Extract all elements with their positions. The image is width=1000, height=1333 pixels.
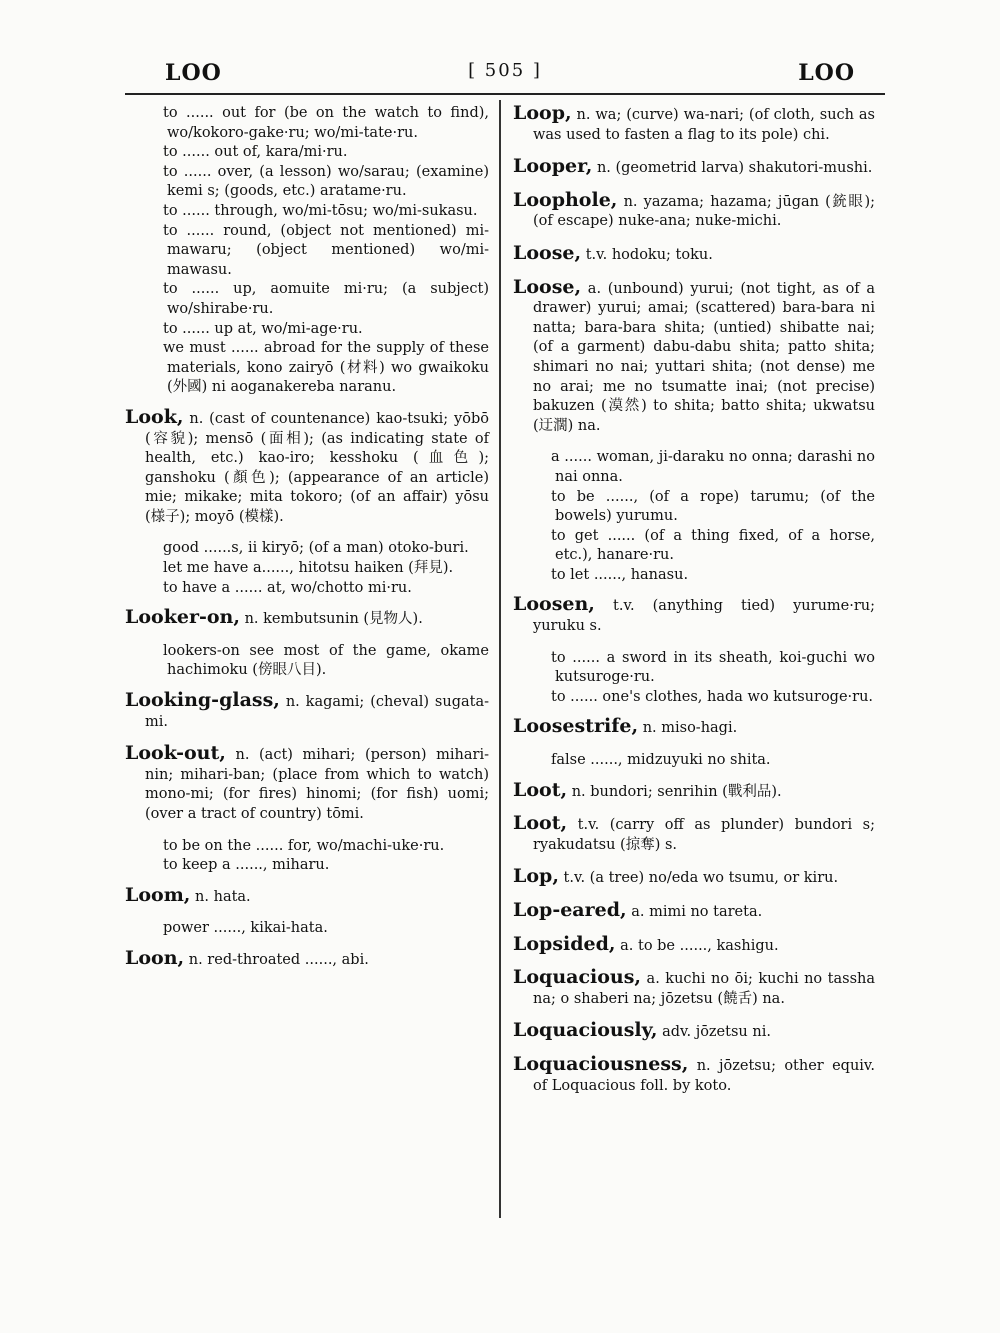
entry-definition: n. (geometrid larva) shakutori-mushi.	[596, 160, 873, 177]
dictionary-entry	[125, 405, 489, 528]
entry-headword: Lop-eared,	[513, 899, 627, 921]
entry-definition: t.v. (carry off as plunder) bundori s; ryakudatsu (掠奪) s.	[533, 817, 876, 853]
entry-phrase: to ...... one's clothes, hada wo kutsuroge·ru.	[551, 688, 874, 705]
entry-headword: Lop,	[513, 865, 559, 888]
dictionary-entry	[513, 968, 875, 1009]
entry-headword: Loose,	[513, 241, 582, 264]
entry-phrase: to ...... out of, kara/mi·ru.	[163, 144, 348, 161]
entry-phrase: power ......, kikai-hata.	[163, 920, 328, 937]
entry-phrase: a ...... woman, ji-daraku no onna; darashi no nai onna.	[551, 449, 875, 485]
entry-headword: Looper,	[513, 155, 593, 178]
entry-headword: Loosestrife,	[513, 715, 639, 738]
entry-definition: n. red-throated ......, abi.	[188, 951, 369, 968]
entry-phrase: to ...... through, wo/mi-tōsu; wo/mi-sukasu.	[163, 202, 478, 219]
entry-headword: Loom,	[125, 883, 191, 906]
entry-definition: a. (unbound) yurui; (not tight, as of a drawer) yurui; amai; (scattered) bara-bara ni natta; bara-bara shita; (untied) shibatte nai; (of a garment) dabu-dabu shita; patto shita; shimari no nai; yuttari shita; (not dense) me no arai; me no tsumatte inai; (not precise) bakuzen (漠然) to shita; batto shita; ukwatsu (迂濶) na.	[533, 280, 875, 434]
dictionary-entry	[513, 1021, 875, 1043]
dictionary-entry	[513, 814, 875, 855]
entry-headword: Look,	[125, 405, 184, 428]
entry-headword: Loop,	[513, 102, 572, 124]
dictionary-entry	[125, 691, 489, 732]
entry-definition: n. hata.	[195, 888, 251, 905]
entry-definition: t.v. (anything tied) yurume·ru; yuruku s.	[533, 598, 875, 635]
entry-headword: Loquacious,	[513, 966, 642, 989]
dictionary-entry	[125, 946, 489, 971]
entry-headword: Lopsided,	[513, 932, 616, 955]
entry-phrase: let me have a......, hitotsu haiken (拜見).	[163, 560, 454, 577]
entry-definition: n. yazama; hazama; jūgan (銃眼); (of escape) nuke-ana; nuke-michi.	[533, 193, 875, 230]
entry-definition: n. bundori; senrihin (戰利品).	[571, 783, 782, 800]
entry-phrase: to have a ...... at, wo/chotto mi·ru.	[163, 579, 412, 596]
dictionary-entry	[513, 157, 875, 179]
dictionary-entry	[513, 595, 875, 636]
entry-definition: a. kuchi no ōi; kuchi no tassha na; o shaberi na; jōzetsu (饒舌) na.	[533, 971, 875, 1007]
entry-phrase: to be on the ...... for, wo/machi-uke·ru.	[163, 837, 445, 854]
dictionary-entry	[513, 275, 875, 437]
dictionary-entry	[513, 188, 875, 232]
dictionary-entry	[513, 241, 875, 266]
entry-headword: Loquaciousness,	[513, 1052, 689, 1075]
dictionary-entry	[513, 778, 875, 803]
entry-definition: n. miso-hagi.	[642, 720, 738, 737]
entry-headword: Loophole,	[513, 188, 618, 211]
entry-phrase: to ...... round, (object not mentioned) mi-mawaru; (object mentioned) wo/mi-mawasu.	[163, 222, 489, 278]
dictionary-entry	[125, 608, 489, 630]
entry-phrase: false ......, midzuyuki no shita.	[551, 752, 771, 769]
right-column	[513, 104, 875, 1108]
entry-definition: n. wa; (curve) wa-nari; (of cloth, such as was used to fasten a flag to its pole) chi.	[533, 107, 876, 143]
entry-phrase: to ...... a sword in its sheath, koi-guchi wo kutsuroge·ru.	[551, 649, 875, 686]
entry-phrase: to ...... up, aomuite mi·ru; (a subject) wo/shirabe·ru.	[163, 281, 489, 317]
dictionary-entry	[513, 932, 875, 957]
dictionary-entry	[513, 104, 875, 145]
entry-headword: Loon,	[125, 946, 185, 969]
dictionary-entry	[513, 1052, 876, 1096]
header-page-number: [ 505 ]	[468, 60, 542, 81]
header-left-guide-word: LOO	[165, 60, 222, 86]
entry-headword: Look-out,	[125, 742, 226, 765]
page-header	[125, 60, 885, 94]
entry-headword: Loosen,	[513, 593, 595, 616]
header-right-guide-word: LOO	[798, 60, 855, 86]
entry-definition: n. kagami; (cheval) sugata-mi.	[145, 694, 490, 730]
entry-headword: Loquaciously,	[513, 1019, 658, 1042]
dictionary-entry	[125, 883, 489, 908]
entry-phrase: lookers-on see most of the game, okame hachimoku (傍眼八目).	[163, 642, 489, 679]
entry-phrase: we must ...... abroad for the supply of these materials, kono zairyō (材料) wo gwaikoku (外國) ni aoganakereba naranu.	[163, 340, 489, 396]
entry-phrase: to be ......, (of a rope) tarumu; (of the bowels) yurumu.	[551, 488, 875, 525]
entry-definition: adv. jōzetsu ni.	[662, 1024, 771, 1041]
entry-definition: t.v. hodoku; toku.	[585, 246, 713, 263]
dictionary-entry	[513, 901, 875, 923]
entry-headword: Looking-glass,	[125, 689, 280, 712]
entry-phrase: to keep a ......, miharu.	[163, 857, 330, 874]
entry-definition: t.v. (a tree) no/eda wo tsumu, or kiru.	[563, 870, 839, 887]
dictionary-entry	[513, 717, 875, 739]
entry-definition: n. (cast of countenance) kao-tsuki; yōbō (容貌); mensō (面相); (as indicating state of health, etc.) kao-iro; kesshoku (血色); ganshoku (顏色); (appearance of an article) mie; mikake; mita tokoro; (of an affair) yōsu (様子); moyō (模樣).	[145, 410, 489, 525]
entry-phrase: to get ...... (of a thing fixed, of a horse, etc.), hanare·ru.	[551, 527, 875, 564]
column-divider	[499, 100, 501, 1218]
entry-phrase: to let ......, hanasu.	[551, 566, 689, 583]
entry-definition: n. kembutsunin (見物人).	[244, 611, 423, 628]
dictionary-entry	[513, 867, 875, 889]
entry-phrase: to ...... out for (be on the watch to find), wo/kokoro-gake·ru; wo/mi-tate·ru.	[163, 105, 489, 141]
entry-headword: Loose,	[513, 275, 582, 298]
entry-phrase: to ...... up at, wo/mi-age·ru.	[163, 320, 363, 337]
entry-headword: Loot,	[513, 778, 568, 801]
left-column	[125, 104, 489, 983]
header-rule	[125, 93, 885, 95]
entry-definition: n. (act) mihari; (person) mihari-nin; mihari-ban; (place from which to watch) mono-mi; (for fires) hinomi; (for fish) uomi; (over a tract of country) tōmi.	[145, 747, 490, 822]
entry-definition: a. mimi no tareta.	[631, 904, 763, 920]
entry-phrase: to ...... over, (a lesson) wo/sarau; (examine) kemi s; (goods, etc.) aratame·ru.	[163, 163, 489, 200]
entry-headword: Looker-on,	[125, 606, 240, 629]
entry-phrase: good ......s, ii kiryō; (of a man) otoko-buri.	[163, 540, 469, 557]
entry-definition: n. jōzetsu; other equiv. of Loquacious foll. by koto.	[533, 1057, 876, 1094]
dictionary-entry	[125, 744, 489, 824]
entry-definition: a. to be ......, kashigu.	[620, 937, 779, 954]
entry-headword: Loot,	[513, 812, 568, 835]
